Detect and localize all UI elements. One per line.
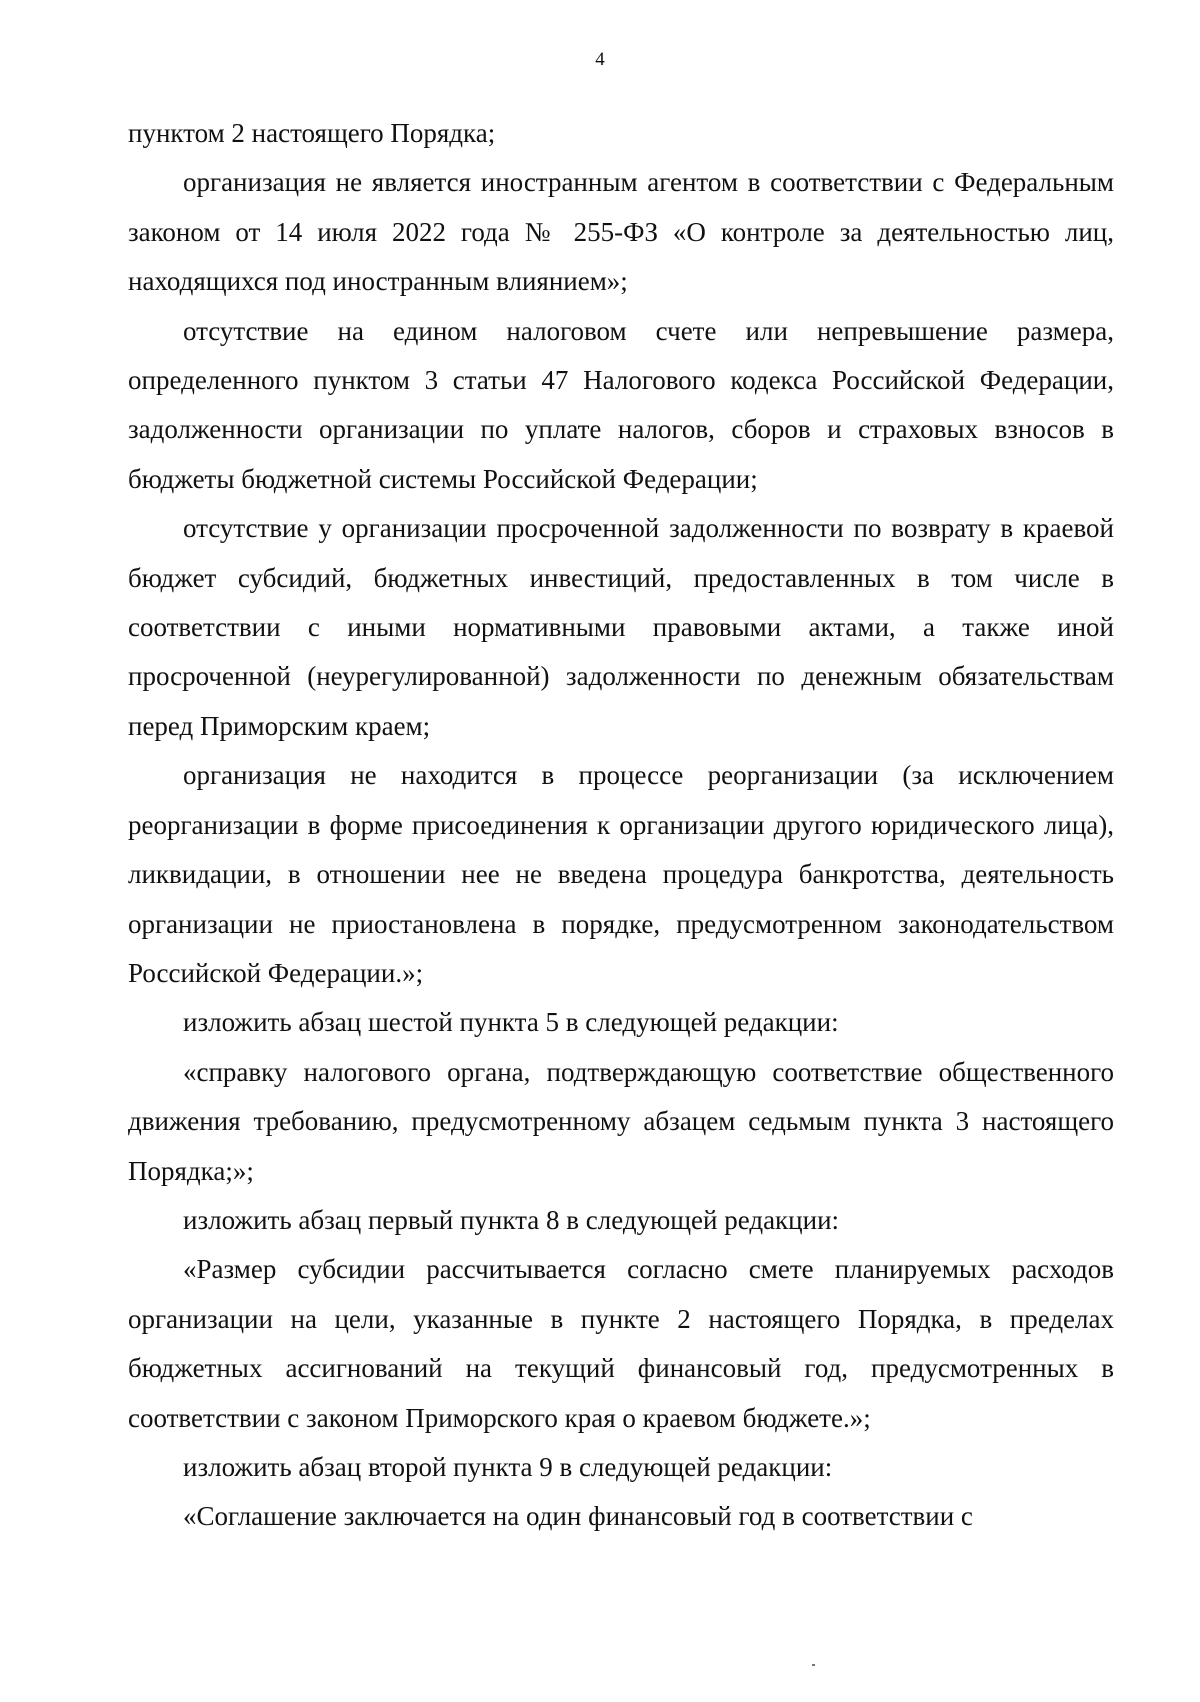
paragraph-subsidy-amount: «Размер субсидии рассчитывается согласно смете планируемых расходов организации на цели, указанные в пункте 2 настоящего Порядка, в пределах бюджетных ассигнований на текущий финансовый год, предусмотренных в соответствии с законом Приморского края о краевом бюджете.»; (128, 1254, 1114, 1433)
paragraph-continuation: пунктом 2 настоящего Порядка; (128, 118, 496, 148)
paragraph-reorganization: организация не находится в процессе реорганизации (за исключением реорганизации в форме присоединения к организации другого юридического лица), ликвидации, в отношении нее не введена процедура банкротства, деятельность организации не приостановлена в порядке, предусмотренном законодательством Российской Федерации.»; (128, 760, 1114, 988)
paragraph-amend-point-9: изложить абзац второй пункта 9 в следующей редакции: (183, 1451, 833, 1482)
paragraph-overdue-debt: отсутствие у организации просроченной задолженности по возврату в краевой бюджет субсидий, бюджетных инвестиций, предоставленных в том числе в соответствии с иными нормативными правовыми актами, а также иной просроченной (неурегулированной) задолженности по денежным обязательствам перед Приморским краем; (128, 513, 1114, 741)
paragraph-agreement: «Соглашение заключается на один финансовый год в соответствии с (183, 1501, 973, 1532)
scan-speck (812, 1664, 815, 1666)
document-body (128, 109, 1114, 1542)
paragraph-tax-debt: отсутствие на едином налоговом счете или непревышение размера, определенного пунктом 3 статьи 47 Налогового кодекса Российской Федерации, задолженности организации по уплате налогов, сборов и страховых взносов в бюджеты бюджетной системы Российской Федерации; (128, 315, 1114, 494)
paragraph-amend-point-8: изложить абзац первый пункта 8 в следующей редакции: (183, 1204, 840, 1235)
paragraph-amend-point-5: изложить абзац шестой пункта 5 в следующей редакции: (183, 1007, 839, 1038)
paragraph-foreign-agent: организация не является иностранным агентом в соответствии с Федеральным законом от 14 июля 2022 года № 255-ФЗ «О контроле за деятельностью лиц, находящихся под иностранным влиянием»; (128, 167, 1114, 297)
page-number: 4 (595, 49, 605, 70)
paragraph-tax-certificate: «справку налогового органа, подтверждающую соответствие общественного движения требованию, предусмотренному абзацем седьмым пункта 3 настоящего Порядка;»; (128, 1056, 1114, 1186)
